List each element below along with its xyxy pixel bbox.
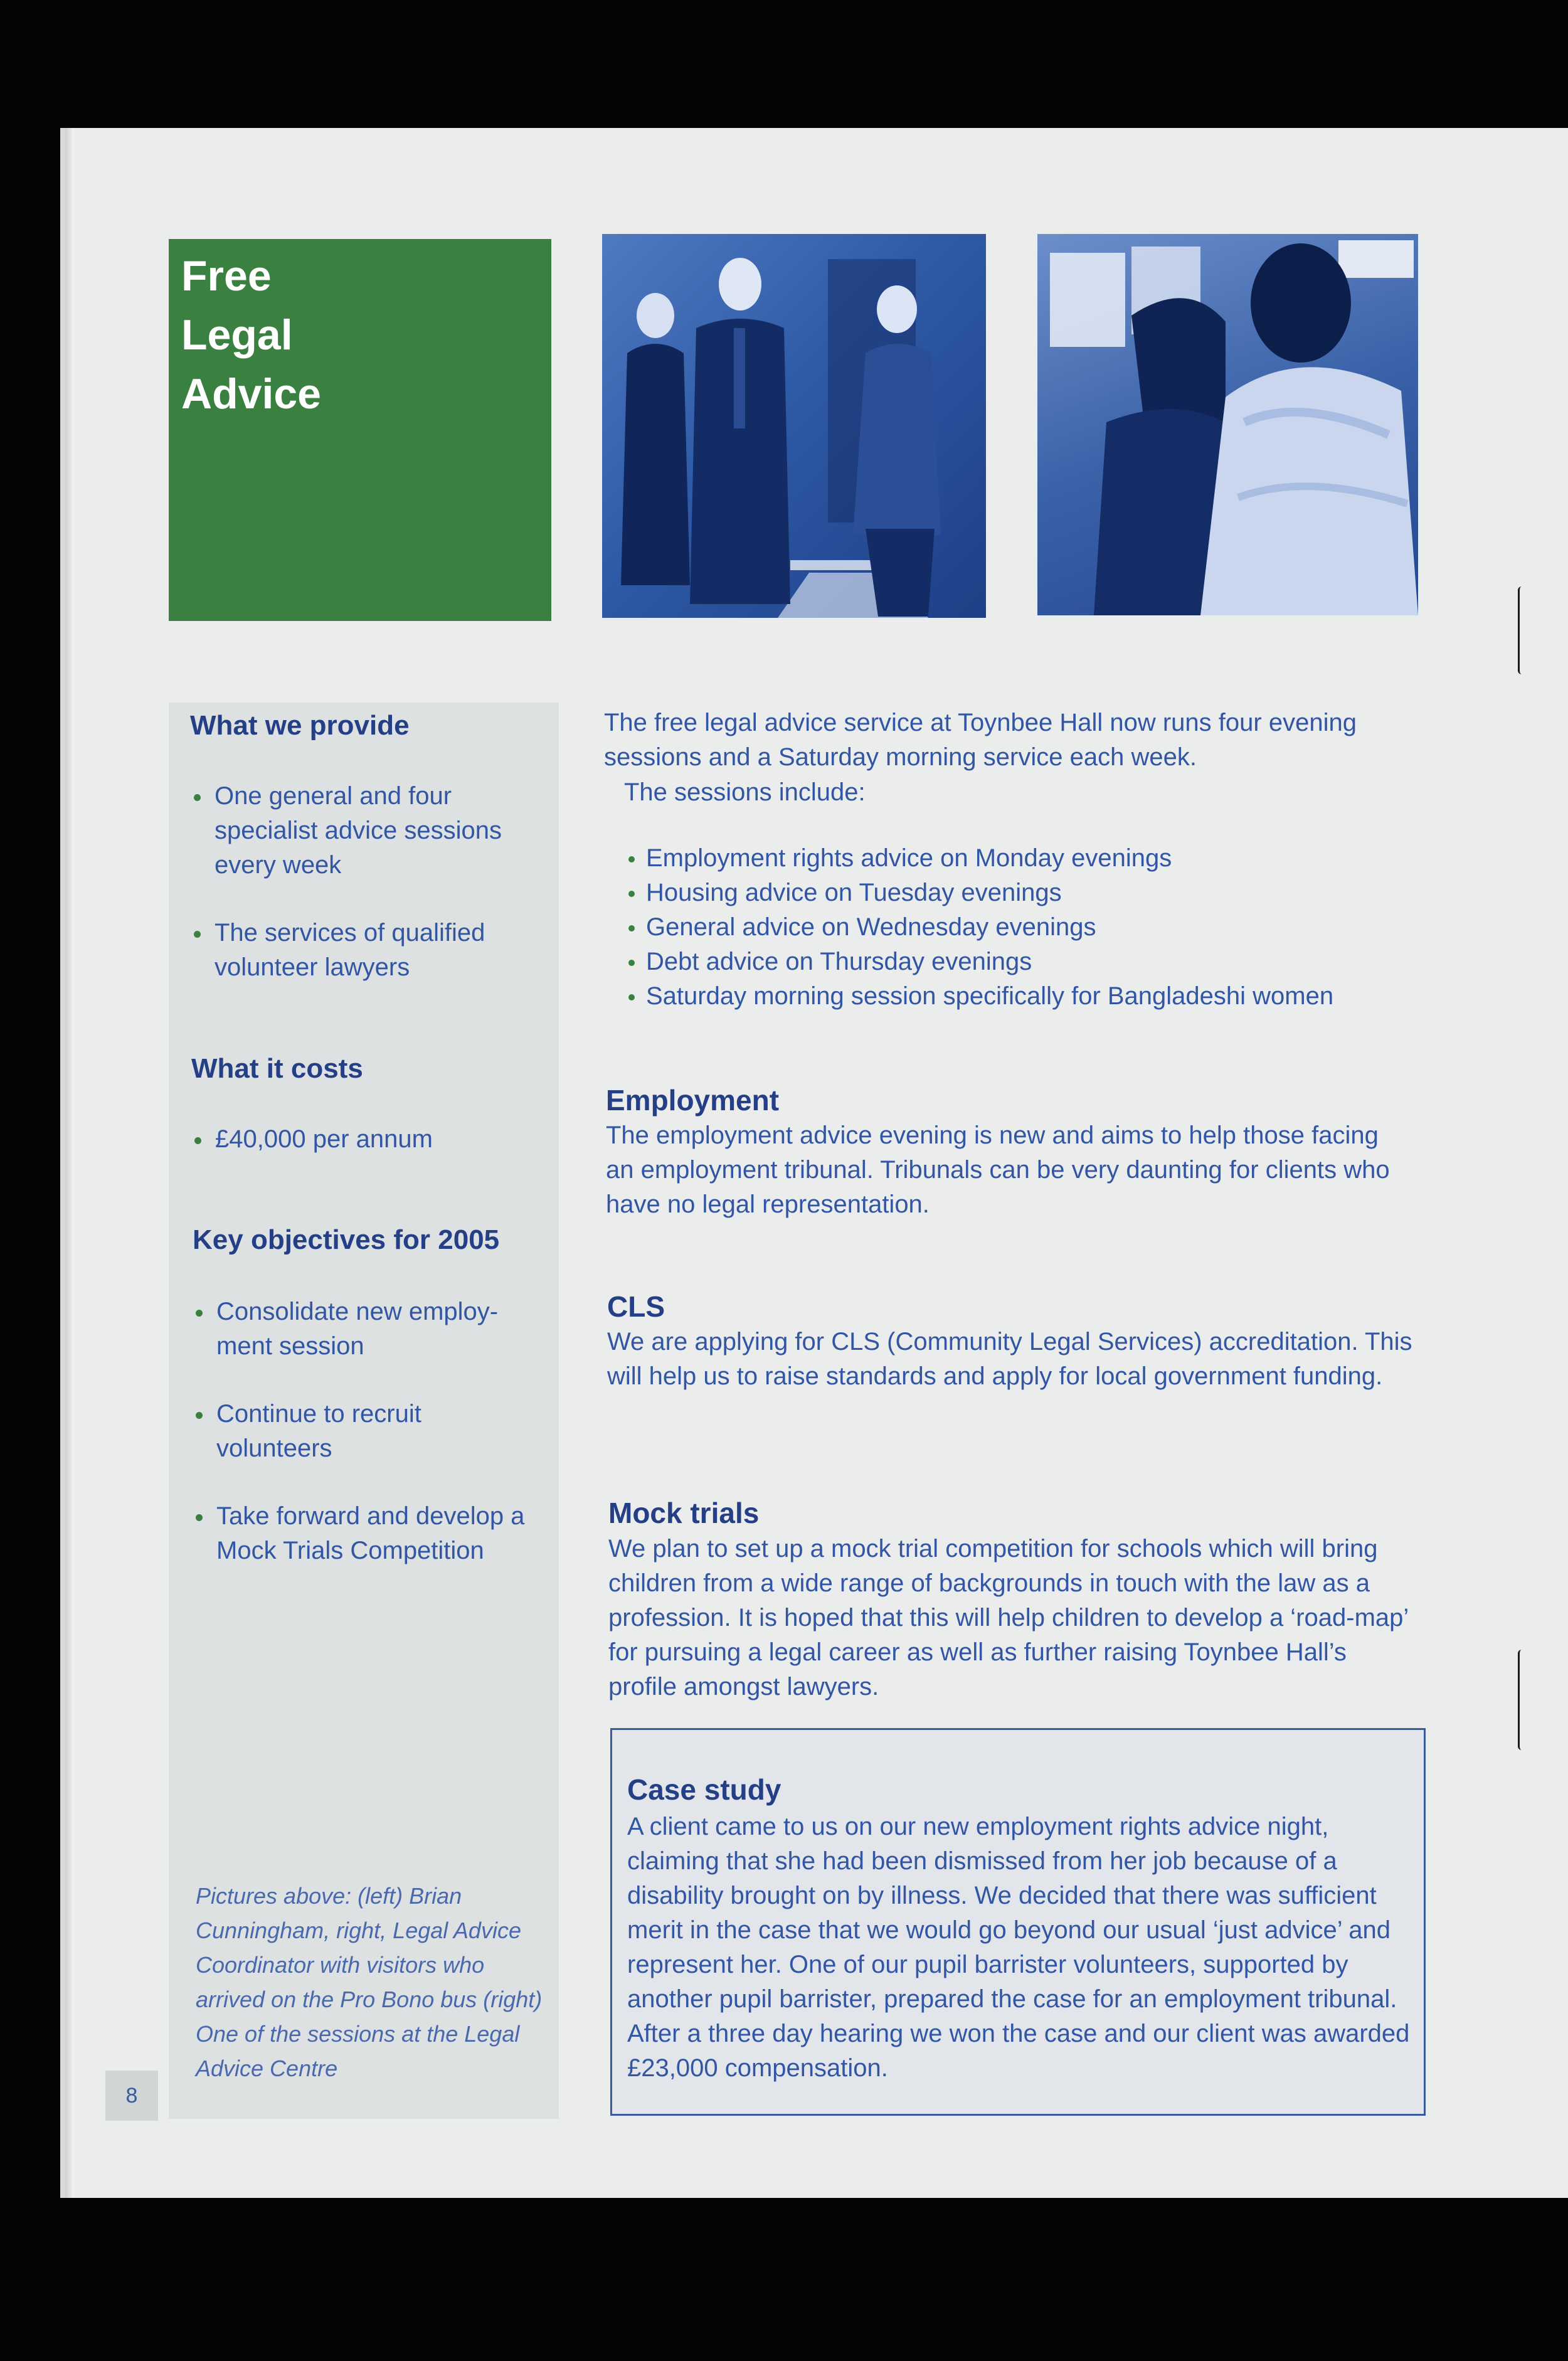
list-item: The services of qualified volunteer lawyers xyxy=(191,916,542,985)
title-box xyxy=(169,239,551,621)
list-item: General advice on Wednesday evenings xyxy=(626,910,1333,945)
binding-clip-bottom xyxy=(1518,1650,1526,1750)
title-line-1: Free xyxy=(181,252,272,300)
sessions-intro: The sessions include: xyxy=(624,778,866,806)
binding-clip-top xyxy=(1518,586,1526,674)
sessions-list xyxy=(626,841,1333,1014)
photo-caption: Pictures above: (left) Brian Cunningham, right, Legal Advice Coordinator with visitors who arrived on the Pro Bono bus (right) One of the sessions at the Legal Advice Centre xyxy=(196,1883,543,2081)
case-study-paragraph: A client came to us on our new employment rights advice night, claiming that she had been dismissed from her job because of a disability brought on by illness. We decided that there was sufficient merit in the case that we would go beyond our usual ‘just advice’ and represent her. One of our pupil barrister volunteers, supported by another pupil barrister, prepared the case for an employment tribunal. After a three day hearing we won the case and our client was awarded £23,000 compensation. xyxy=(627,1813,1410,2082)
list-item: Saturday morning session specifically for Bangladeshi women xyxy=(626,979,1333,1014)
title-line-2: Legal xyxy=(181,311,293,359)
page-edge xyxy=(65,128,74,2198)
what-we-provide-heading: What we provide xyxy=(190,710,410,741)
mock-trials-paragraph: We plan to set up a mock trial competition for schools which will bring children from a wide range of backgrounds in touch with the law as a profession. It is hoped that this will help children to develop a ‘road-map’ for pursuing a legal career as well as further raising Toynbee Hall’s profile amongst lawyers. xyxy=(608,1535,1408,1700)
group-photo-icon xyxy=(602,234,986,618)
intro-paragraph: The free legal advice service at Toynbee Hall now runs four evening sessions and a Saturday morning service each week. xyxy=(604,709,1357,771)
what-it-costs-heading: What it costs xyxy=(191,1053,363,1084)
list-item: Continue to recruit volunteers xyxy=(193,1397,544,1466)
key-objectives-heading: Key objectives for 2005 xyxy=(193,1224,500,1255)
consultation-photo-icon xyxy=(1037,234,1418,615)
list-item: Debt advice on Thursday evenings xyxy=(626,945,1333,979)
list-item: Consolidate new employ-ment session xyxy=(193,1295,544,1364)
cls-heading: CLS xyxy=(607,1290,665,1323)
list-item: One general and four specialist advice sessions every week xyxy=(191,779,542,883)
provide-list xyxy=(191,779,542,1018)
objectives-list xyxy=(193,1295,544,1601)
list-item: Housing advice on Tuesday evenings xyxy=(626,876,1333,910)
case-study-box xyxy=(610,1728,1426,2116)
page-title xyxy=(181,247,321,423)
list-item: Take forward and develop a Mock Trials Competition xyxy=(193,1499,544,1568)
group-photo-illustration xyxy=(602,234,986,618)
mock-trials-heading: Mock trials xyxy=(608,1497,760,1529)
consultation-photo-illustration xyxy=(1037,234,1418,615)
title-line-3: Advice xyxy=(181,370,321,418)
cls-paragraph: We are applying for CLS (Community Legal Services) accreditation. This will help us to raise standards and apply for local government funding. xyxy=(607,1328,1412,1390)
employment-paragraph: The employment advice evening is new and aims to help those facing an employment tribunal. Tribunals can be very daunting for clients who have no legal representation. xyxy=(606,1122,1390,1218)
page-number: 8 xyxy=(105,2071,158,2121)
costs-list xyxy=(191,1122,543,1190)
employment-heading: Employment xyxy=(606,1084,780,1117)
list-item: Employment rights advice on Monday evenings xyxy=(626,841,1333,876)
list-item: £40,000 per annum xyxy=(191,1122,543,1157)
case-study-heading: Case study xyxy=(627,1773,781,1806)
